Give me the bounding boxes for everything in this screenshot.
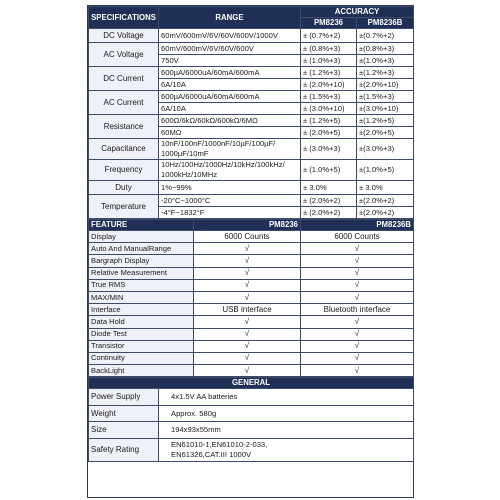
feature-value-b: Bluetooth interface <box>301 304 414 316</box>
spec-range-text-cont: 1000µF/10mF <box>161 149 209 158</box>
spec-range <box>159 79 301 91</box>
feature-row <box>89 304 414 316</box>
spec-range <box>159 67 301 79</box>
feature-label: Bargraph Display <box>89 255 194 267</box>
spec-accuracy-a: ± 3.0% <box>301 181 357 195</box>
general-label: Weight <box>89 405 159 422</box>
feature-row <box>89 352 414 364</box>
spec-accuracy-a: ± (0.8%+3) <box>301 43 357 55</box>
feature-label: Transistor <box>89 340 194 352</box>
spec-range-text: 750V <box>161 55 179 65</box>
spec-range <box>159 43 301 55</box>
feature-row <box>89 255 414 267</box>
feature-value-b: √ <box>301 267 414 279</box>
general-value <box>159 439 414 462</box>
spec-range-text-cont: 1000kHz/10MHz <box>161 170 218 179</box>
spec-range-text: 10nF/100nF/1000nF/10µF/100µF/ <box>161 139 276 148</box>
spec-accuracy-a: ± (1.0%+3) <box>301 55 357 67</box>
spec-label: DC Voltage <box>89 29 159 43</box>
spec-accuracy-a: ± (2.0%+2) <box>301 207 357 219</box>
spec-range-text: 60mV/600mV/6V/60V/600V <box>161 43 254 53</box>
spec-range-text: 1%~99% <box>161 182 192 192</box>
spec-accuracy-b: ±(1.0%+5) <box>357 160 414 181</box>
spec-accuracy-b: ±(2.0%+10) <box>357 79 414 91</box>
spec-accuracy-b: ± 3.0% <box>357 181 414 195</box>
spec-label: DC Current <box>89 67 159 91</box>
spec-range-text: 60MΩ <box>161 127 182 137</box>
spec-accuracy-b: ±(0.7%+2) <box>357 29 414 43</box>
spec-accuracy-a: ± (1.2%+3) <box>301 67 357 79</box>
general-value-text: Approx. 580g <box>171 408 217 418</box>
specifications-header: SPECIFICATIONS <box>89 7 159 29</box>
spec-range <box>159 207 301 219</box>
spec-range <box>159 29 301 43</box>
feature-value-a: √ <box>194 279 301 291</box>
spec-label: Resistance <box>89 115 159 139</box>
general-row <box>89 405 414 422</box>
spec-range-text: 600Ω/6kΩ/60kΩ/600kΩ/6MΩ <box>161 115 258 125</box>
spec-accuracy-b: ±(3.0%+3) <box>357 139 414 160</box>
spec-accuracy-a: ± (0.7%+2) <box>301 29 357 43</box>
spec-accuracy-b: ±(1.5%+3) <box>357 91 414 103</box>
feature-row <box>89 243 414 255</box>
general-value-text: EN61010-1,EN61010-2-033, <box>171 440 268 450</box>
feature-value-a: √ <box>194 328 301 340</box>
feature-label: Continuity <box>89 352 194 364</box>
spec-row <box>89 115 414 127</box>
feature-value-b: 6000 Counts <box>301 231 414 243</box>
feature-value-a: √ <box>194 291 301 303</box>
spec-range-text: 6A/10A <box>161 103 186 113</box>
spec-accuracy-a: ± (2.0%+10) <box>301 79 357 91</box>
spec-range <box>159 55 301 67</box>
spec-accuracy-a: ± (3.0%+10) <box>301 103 357 115</box>
spec-row <box>89 181 414 195</box>
feature-value-b: √ <box>301 316 414 328</box>
feature-value-b: √ <box>301 255 414 267</box>
feature-row <box>89 316 414 328</box>
spec-range <box>159 115 301 127</box>
range-header: RANGE <box>159 7 301 29</box>
specifications-table <box>88 6 414 219</box>
spec-accuracy-b: ±(2.0%+2) <box>357 195 414 207</box>
general-row <box>89 439 414 462</box>
feature-value-b: √ <box>301 365 414 377</box>
spec-accuracy-b: ±(2.0%+5) <box>357 127 414 139</box>
spec-accuracy-a: ± (2.0%+2) <box>301 195 357 207</box>
general-value <box>159 389 414 406</box>
feature-row <box>89 231 414 243</box>
feature-value-a: 6000 Counts <box>194 231 301 243</box>
feature-value-a: √ <box>194 255 301 267</box>
spec-range <box>159 127 301 139</box>
general-value <box>159 422 414 439</box>
general-row <box>89 422 414 439</box>
spec-accuracy-b: ±(1.2%+5) <box>357 115 414 127</box>
feature-label: Data Hold <box>89 316 194 328</box>
spec-range <box>159 160 301 181</box>
feature-label: True RMS <box>89 279 194 291</box>
spec-label: AC Current <box>89 91 159 115</box>
spec-accuracy-a: ± (3.0%+3) <box>301 139 357 160</box>
feature-label: Auto And ManualRange <box>89 243 194 255</box>
spec-range-text: -4°F~1832°F <box>161 207 205 217</box>
spec-range <box>159 139 301 160</box>
feature-row <box>89 279 414 291</box>
general-table <box>88 377 414 462</box>
general-label: Power Supply <box>89 389 159 406</box>
feature-value-a: √ <box>194 316 301 328</box>
feature-value-b: √ <box>301 340 414 352</box>
spec-label: Frequency <box>89 160 159 181</box>
general-row <box>89 389 414 406</box>
feature-row <box>89 340 414 352</box>
spec-accuracy-a: ± (1.2%+5) <box>301 115 357 127</box>
spec-row <box>89 91 414 103</box>
spec-range-text: 6A/10A <box>161 79 186 89</box>
feature-label: Display <box>89 231 194 243</box>
spec-range <box>159 181 301 195</box>
spec-row <box>89 139 414 160</box>
spec-range <box>159 195 301 207</box>
feature-model-a-header: PM8236 <box>194 220 301 231</box>
spec-accuracy-a: ± (1.5%+3) <box>301 91 357 103</box>
feature-value-a: USB interface <box>194 304 301 316</box>
accuracy-header: ACCURACY <box>301 7 414 18</box>
model-a-header: PM8236 <box>301 18 357 29</box>
spec-label: Temperature <box>89 195 159 219</box>
spec-accuracy-b: ±(1.0%+3) <box>357 55 414 67</box>
spec-accuracy-b: ±(0.8%+3) <box>357 43 414 55</box>
spec-row <box>89 29 414 43</box>
feature-value-b: √ <box>301 291 414 303</box>
spec-range <box>159 103 301 115</box>
feature-label: BackLight <box>89 365 194 377</box>
feature-value-b: √ <box>301 352 414 364</box>
feature-value-a: √ <box>194 340 301 352</box>
feature-value-a: √ <box>194 352 301 364</box>
feature-table <box>88 219 414 377</box>
general-value-text: 194x93x55mm <box>171 425 221 435</box>
general-label: Size <box>89 422 159 439</box>
spec-accuracy-b: ±(1.2%+3) <box>357 67 414 79</box>
spec-label: AC Voltage <box>89 43 159 67</box>
spec-row <box>89 43 414 55</box>
feature-model-b-header: PM8236B <box>301 220 414 231</box>
spec-range-text: 600µA/6000uA/60mA/600mA <box>161 67 260 77</box>
spec-row <box>89 67 414 79</box>
spec-row <box>89 195 414 207</box>
feature-value-b: √ <box>301 328 414 340</box>
spec-accuracy-a: ± (1.0%+5) <box>301 160 357 181</box>
spec-range <box>159 91 301 103</box>
spec-label: Duty <box>89 181 159 195</box>
spec-accuracy-b: ±(3.0%+10) <box>357 103 414 115</box>
feature-value-b: √ <box>301 279 414 291</box>
spec-range-text: 60mV/600mV/6V/60V/600V/1000V <box>161 30 278 40</box>
spec-sheet <box>87 5 414 498</box>
feature-row <box>89 365 414 377</box>
feature-row <box>89 328 414 340</box>
feature-label: Diode Test <box>89 328 194 340</box>
feature-row <box>89 267 414 279</box>
feature-label: Relative Measurement <box>89 267 194 279</box>
general-label: Safety Rating <box>89 439 159 462</box>
spec-range-text: 600µA/6000uA/60mA/600mA <box>161 91 260 101</box>
feature-value-a: √ <box>194 243 301 255</box>
spec-accuracy-a: ± (2.0%+5) <box>301 127 357 139</box>
feature-value-a: √ <box>194 267 301 279</box>
feature-value-a: √ <box>194 365 301 377</box>
general-value-text-cont: EN61326,CAT.III 1000V <box>171 450 252 460</box>
spec-label: Capacitance <box>89 139 159 160</box>
feature-value-b: √ <box>301 243 414 255</box>
feature-label: Interface <box>89 304 194 316</box>
feature-header: FEATURE <box>89 220 194 231</box>
spec-row <box>89 160 414 181</box>
general-header: GENERAL <box>89 378 414 389</box>
spec-range-text: -20°C~1000°C <box>161 195 211 205</box>
feature-label: MAX/MIN <box>89 291 194 303</box>
general-value <box>159 405 414 422</box>
general-value-text: 4x1.5V AA batteries <box>171 392 238 402</box>
feature-row <box>89 291 414 303</box>
spec-accuracy-b: ±(2.0%+2) <box>357 207 414 219</box>
model-b-header: PM8236B <box>357 18 414 29</box>
spec-range-text: 10Hz/100Hz/1000Hz/10kHz/100kHz/ <box>161 160 285 169</box>
